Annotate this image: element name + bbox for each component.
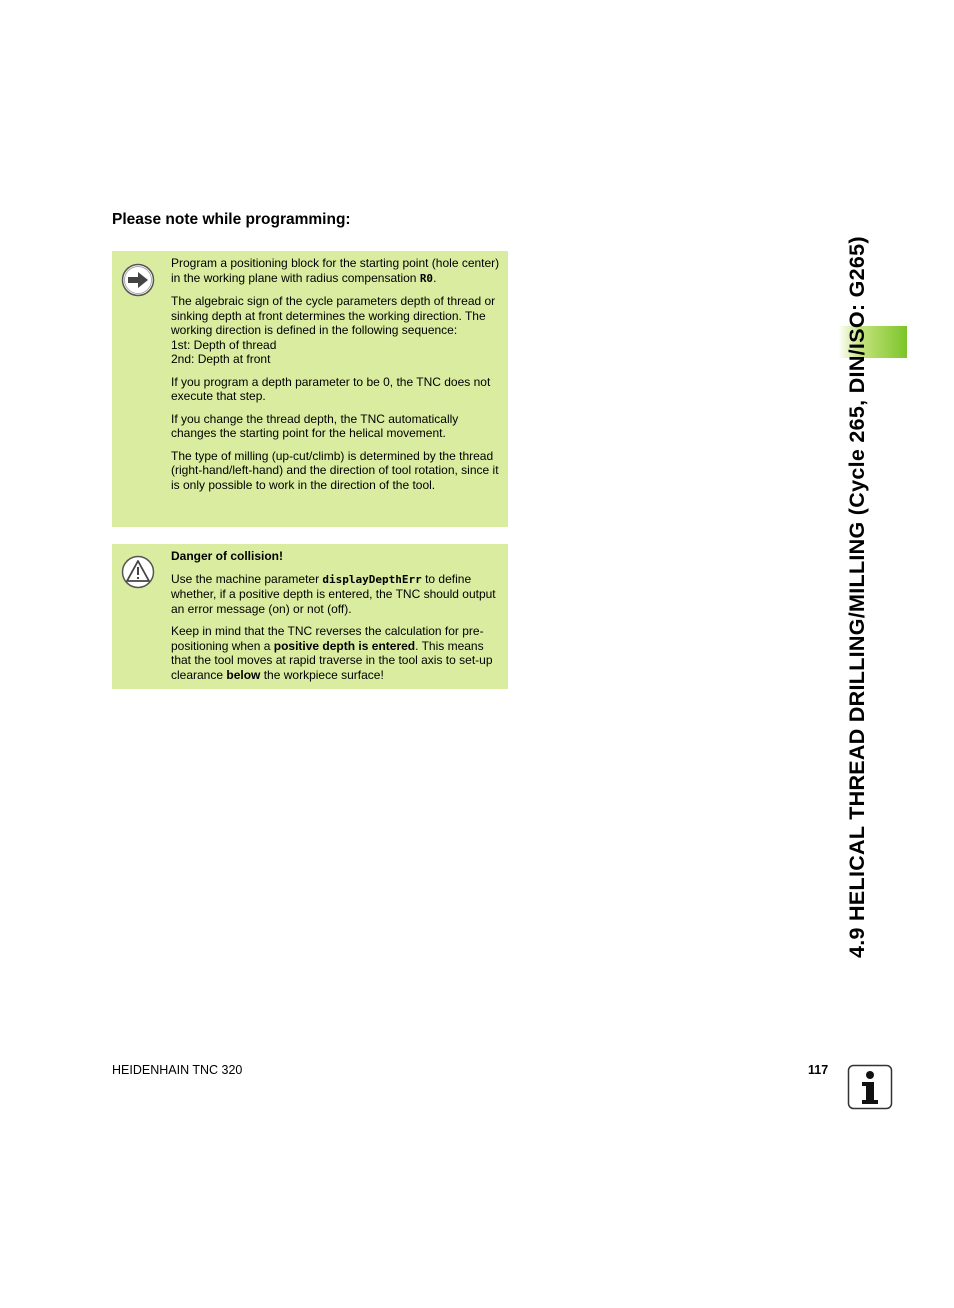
section-heading: Please note while programming: xyxy=(112,211,351,228)
warning-paragraph-parameter: Use the machine parameter displayDepthErr to define whether, if a positive depth is entered, the TNC should output an error message (on) or not (off). xyxy=(171,571,496,616)
warning-triangle-icon xyxy=(121,555,155,589)
code-r0: R0 xyxy=(419,271,434,285)
page-number: 117 xyxy=(808,1063,829,1077)
arrow-right-icon xyxy=(121,263,155,297)
code-display-depth-err: displayDepthErr xyxy=(322,572,422,586)
note-paragraph-radius-compensation: Program a positioning block for the starting point (hole center) in the working plane with radius compensation R0. xyxy=(171,256,500,285)
note-paragraph-depth-zero: If you program a depth parameter to be 0, the TNC does not execute that step. xyxy=(171,374,491,403)
programming-notes-box xyxy=(112,251,508,527)
chapter-side-title: 4.9 HELICAL THREAD DRILLING/MILLING (Cycle 265, DIN/ISO: G265) xyxy=(845,236,869,958)
warning-heading: Danger of collision! xyxy=(171,549,284,563)
collision-warning-box xyxy=(112,544,508,689)
footer-product-name: HEIDENHAIN TNC 320 xyxy=(112,1063,243,1077)
info-icon xyxy=(847,1064,893,1110)
note-paragraph-working-direction: The algebraic sign of the cycle parameters depth of thread or sinking depth at front determines the working direction. The working direction is defined in the following sequence: 1st: Depth of thread 2nd: Depth at front xyxy=(171,294,496,366)
note-paragraph-milling-type: The type of milling (up-cut/climb) is determined by the thread (right-hand/left-hand) and the direction of tool rotation, since it is only possible to work in the direction of the tool. xyxy=(171,448,499,492)
warning-paragraph-prepositioning: Keep in mind that the TNC reverses the calculation for pre-positioning when a positive depth is entered. This means that the tool moves at rapid traverse in the tool axis to set-up clearance below the workpiece surface! xyxy=(171,624,493,682)
note-paragraph-thread-depth: If you change the thread depth, the TNC automatically changes the starting point for the helical movement. xyxy=(171,411,459,440)
